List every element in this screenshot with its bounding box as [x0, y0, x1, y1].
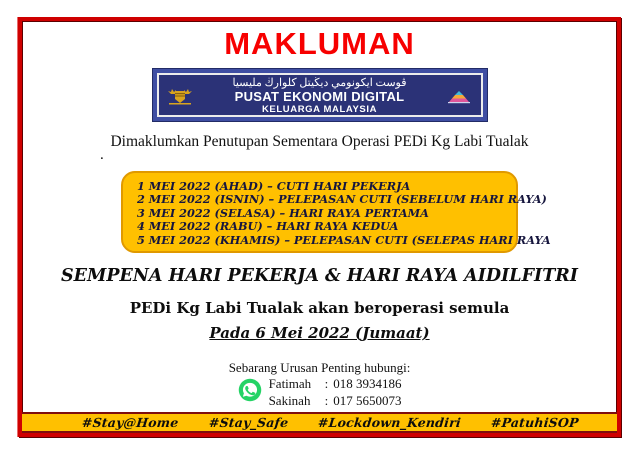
banner-org-name: PUSAT EKONOMI DIGITAL — [234, 89, 405, 104]
hashtag-patuhi-sop: #PatuhiSOP — [490, 415, 580, 430]
contact-block — [22, 376, 617, 409]
schedule-line: 4 MEI 2022 (RABU) – HARI RAYA KEDUA — [137, 219, 399, 234]
contact-separator: : — [324, 392, 329, 408]
contact-separator: : — [324, 376, 329, 391]
malaysia-coat-of-arms-icon — [167, 88, 193, 110]
banner-org-subname: KELUARGA MALAYSIA — [261, 104, 378, 115]
ministry-banner-inner — [157, 73, 483, 117]
reopen-announcement-text: PEDi Kg Labi Tualak akan beroperasi semula — [129, 299, 510, 317]
hashtag-footer-bar — [22, 412, 617, 433]
contact-phone: 018 3934186 — [333, 376, 402, 391]
banner-jawi-text: ڤوست ايكونومي ديڬيتل كلوارڬ مليسيا — [232, 77, 407, 89]
page-border-frame — [18, 17, 621, 437]
occasion-heading: SEMPENA HARI PEKERJA & HARI RAYA AIDILFITRI — [61, 266, 578, 286]
hashtag-lockdown-kendiri: #Lockdown_Kendiri — [317, 415, 462, 430]
contact-lines — [269, 376, 402, 409]
contact-row — [269, 376, 402, 393]
closure-announcement-text: Dimaklumkan Penutupan Sementara Operasi PEDi Kg Labi Tualak — [110, 133, 529, 150]
schedule-line: 2 MEI 2022 (ISNIN) – PELEPASAN CUTI (SEBELUM HARI RAYA) — [137, 192, 547, 207]
reopen-date-text: Pada 6 Mei 2022 (Jumaat) — [209, 324, 430, 342]
contact-name: Sakinah — [268, 392, 311, 408]
contact-row — [269, 393, 402, 410]
ministry-banner — [152, 68, 488, 122]
whatsapp-icon — [238, 378, 262, 407]
pedi-triangle-logo-icon — [447, 91, 471, 109]
contact-phone: 017 5650073 — [333, 392, 402, 408]
contact-name: Fatimah — [268, 376, 312, 391]
schedule-line: 3 MEI 2022 (SELASA) – HARI RAYA PERTAMA — [137, 205, 429, 220]
page-title: MAKLUMAN — [224, 26, 415, 61]
hashtag-stay-home: #Stay@Home — [81, 415, 180, 430]
holiday-schedule-box — [121, 171, 551, 253]
hashtag-stay-safe: #Stay_Safe — [207, 415, 289, 430]
schedule-line: 5 MEI 2022 (KHAMIS) – PELEPASAN CUTI (SELEPAS HARI RAYA — [137, 232, 551, 247]
stray-period-text: . — [100, 147, 104, 163]
schedule-line: 1 MEI 2022 (AHAD) – CUTI HARI PEKERJA — [137, 179, 411, 193]
contact-heading: Sebarang Urusan Penting hubungi: — [228, 360, 411, 375]
